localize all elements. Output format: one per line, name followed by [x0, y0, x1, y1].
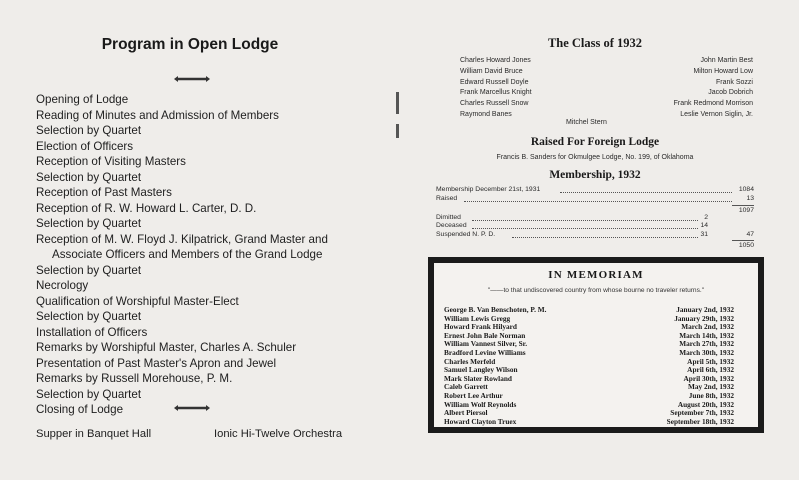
foreign-lodge-text: Francis B. Sanders for Okmulgee Lodge, No. 199, of Oklahoma [496, 154, 694, 161]
membership-label: Dimitted [436, 214, 461, 221]
program-item [36, 123, 328, 139]
program-item-text: Selection by Quartet [36, 310, 142, 323]
membership-label: Deceased [436, 222, 467, 229]
memoriam-entry [444, 314, 746, 323]
class-member: Frank Marcellus Knight [460, 89, 532, 97]
program-item-text: Remarks by Worshipful Master, Charles A. Schuler [36, 341, 297, 354]
membership-value: 1097 [738, 207, 754, 214]
program-item-text: Installation of Officers [36, 325, 148, 339]
program-item-text: Selection by Quartet [36, 387, 142, 401]
memoriam-name: Albert Piersol [444, 408, 488, 418]
class-center-name: Mitchel Stern [566, 119, 607, 126]
foreign-lodge-title: Raised For Foreign Lodge [530, 136, 660, 148]
program-item [36, 170, 328, 186]
program-item-text: Closing of Lodge [36, 403, 124, 416]
program-item-text: Reception of M. W. Floyd J. Kilpatrick, Grand Master and [36, 232, 328, 246]
memoriam-name: Howard Frank Hilyard [444, 322, 517, 332]
program-item-text: Presentation of Past Master's Apron and Jewel [36, 356, 277, 370]
memoriam-date: April 6th, 1932 [687, 365, 734, 375]
program-item-text: Reception of R. W. Howard L. Carter, D. D. [36, 201, 257, 215]
program-item [36, 232, 328, 263]
class-list-left [460, 56, 532, 121]
memoriam-entry [444, 400, 746, 409]
program-item-text: Election of Officers [36, 139, 134, 153]
program-item [36, 278, 328, 294]
program-item [36, 356, 328, 372]
membership-label: Suspended N. P. D. [436, 231, 496, 238]
class-list-right [674, 56, 753, 121]
class-member: William David Bruce [460, 67, 523, 75]
program-item-text: Selection by Quartet [36, 124, 142, 137]
memoriam-entry [444, 322, 746, 331]
membership-value: 1084 [738, 186, 754, 193]
program-item [36, 201, 328, 217]
memoriam-title: IN MEMORIAM [548, 269, 644, 281]
membership-row [436, 222, 754, 231]
membership-row [436, 242, 754, 251]
memoriam-date: March 14th, 1932 [679, 330, 734, 340]
program-item-text: Remarks by Russell Morehouse, P. M. [36, 372, 233, 385]
memoriam-date: March 27th, 1932 [679, 339, 734, 349]
program-item [36, 371, 328, 387]
memoriam-name: Caleb Garrett [444, 382, 488, 392]
class-member: Leslie Vernon Siglin, Jr. [680, 110, 753, 118]
memoriam-date: January 2nd, 1932 [676, 305, 734, 314]
membership-value: 13 [746, 195, 754, 202]
membership-value: 1050 [738, 242, 754, 249]
membership-subvalue: 14 [700, 222, 708, 229]
program-item [36, 294, 328, 310]
sum-rule [732, 240, 754, 241]
memoriam-entry [444, 374, 746, 383]
program-item [36, 340, 328, 356]
leader-dots [472, 228, 698, 229]
memoriam-date: May 2nd, 1932 [687, 382, 734, 392]
program-item-text: Selection by Quartet [36, 217, 142, 230]
memoriam-date: April 30th, 1932 [683, 373, 734, 383]
leader-dots [464, 201, 732, 202]
memoriam-name: Charles Merfeld [444, 356, 496, 366]
program-item-text: Reading of Minutes and Admission of Members [36, 108, 279, 122]
membership-label: Membership December 21st, 1931 [436, 186, 541, 193]
memoriam-date: April 5th, 1932 [687, 356, 734, 366]
program-item [36, 263, 328, 279]
leader-dots [472, 220, 698, 221]
program-item-text: Necrology [36, 279, 89, 292]
memoriam-entry [444, 417, 746, 426]
program-item [36, 325, 328, 341]
program-item [36, 92, 328, 108]
ornament-divider-top [174, 76, 210, 82]
supper-note: Supper in Banquet Hall [36, 428, 152, 440]
memoriam-name: Mark Slater Rowland [444, 373, 512, 383]
memoriam-entry [444, 391, 746, 400]
program-item-text: Selection by Quartet [36, 263, 142, 277]
memoriam-entry [444, 357, 746, 366]
memoriam-name: Ernest John Bale Norman [444, 330, 526, 340]
memoriam-box [428, 257, 764, 433]
program-item [36, 185, 328, 201]
program-item-text: Selection by Quartet [36, 170, 142, 184]
memoriam-date: August 20th, 1932 [677, 399, 734, 409]
memoriam-date: June 8th, 1932 [688, 390, 734, 400]
leader-dots [560, 192, 732, 193]
memoriam-name: William Vannest Silver, Sr. [444, 339, 528, 349]
membership-value: 47 [746, 231, 754, 238]
program-item [36, 108, 328, 124]
membership-subvalue: 31 [700, 231, 708, 238]
class-member: Frank Redmond Morrison [673, 100, 753, 108]
class-member: Frank Sozzi [716, 78, 753, 86]
memoriam-entry [444, 331, 746, 340]
memoriam-name: Samuel Langley Wilson [444, 365, 518, 375]
membership-label: Raised [436, 195, 458, 202]
program-item [36, 154, 328, 170]
memoriam-entry [444, 382, 746, 391]
leader-dots [512, 237, 698, 238]
class-title: The Class of 1932 [547, 36, 643, 50]
memoriam-date: September 18th, 1932 [666, 416, 734, 426]
membership-row [436, 186, 754, 195]
class-member: John Martin Best [700, 57, 753, 64]
membership-row [436, 195, 754, 204]
ornament-divider-bottom [174, 405, 210, 411]
program-list [36, 92, 328, 418]
program-title: Program in Open Lodge [101, 36, 279, 53]
sum-rule [732, 205, 754, 206]
memoriam-quote: "——to that undiscovered country from whose bourne no traveler returns." [487, 287, 705, 294]
program-item [36, 139, 328, 155]
program-item-text: Opening of Lodge [36, 93, 129, 106]
class-member: Milton Howard Low [693, 67, 753, 75]
class-member: Charles Russell Snow [460, 100, 529, 108]
records-page [410, 0, 799, 480]
memoriam-list [444, 305, 746, 425]
memoriam-name: Bradford Levine Williams [444, 347, 526, 357]
memoriam-date: March 2nd, 1932 [681, 322, 734, 332]
memoriam-entry [444, 408, 746, 417]
program-item-text: Reception of Past Masters [36, 186, 172, 199]
memoriam-entry [444, 348, 746, 357]
orchestra-note: Ionic Hi-Twelve Orchestra [214, 428, 343, 440]
membership-row [436, 231, 754, 240]
program-item-continuation: Associate Officers and Members of the Grand Lodge [52, 248, 323, 261]
program-item [36, 216, 328, 232]
class-member: Charles Howard Jones [460, 57, 531, 64]
membership-subvalue: 2 [704, 214, 708, 221]
memoriam-name: Robert Lee Arthur [444, 390, 503, 400]
membership-title: Membership, 1932 [549, 169, 641, 181]
memoriam-name: William Lewis Gregg [444, 313, 511, 323]
class-member: Edward Russell Doyle [460, 78, 529, 86]
memoriam-entry [444, 305, 746, 314]
memoriam-date: March 30th, 1932 [679, 347, 734, 357]
class-member: Raymond Banes [460, 110, 512, 118]
memoriam-date: September 7th, 1932 [670, 408, 734, 418]
program-item-text: Qualification of Worshipful Master-Elect [36, 294, 239, 308]
program-item [36, 309, 328, 325]
class-member: Jacob Dobrich [708, 89, 753, 97]
memoriam-name: William Wolf Reynolds [444, 399, 517, 409]
memoriam-entry [444, 339, 746, 348]
program-item-text: Reception of Visiting Masters [36, 155, 186, 168]
memoriam-name: George B. Van Benschoten, P. M. [444, 305, 547, 314]
memoriam-date: January 29th, 1932 [674, 313, 734, 323]
program-item [36, 387, 328, 403]
memoriam-name: Howard Clayton Truex [444, 416, 517, 426]
memoriam-entry [444, 365, 746, 374]
